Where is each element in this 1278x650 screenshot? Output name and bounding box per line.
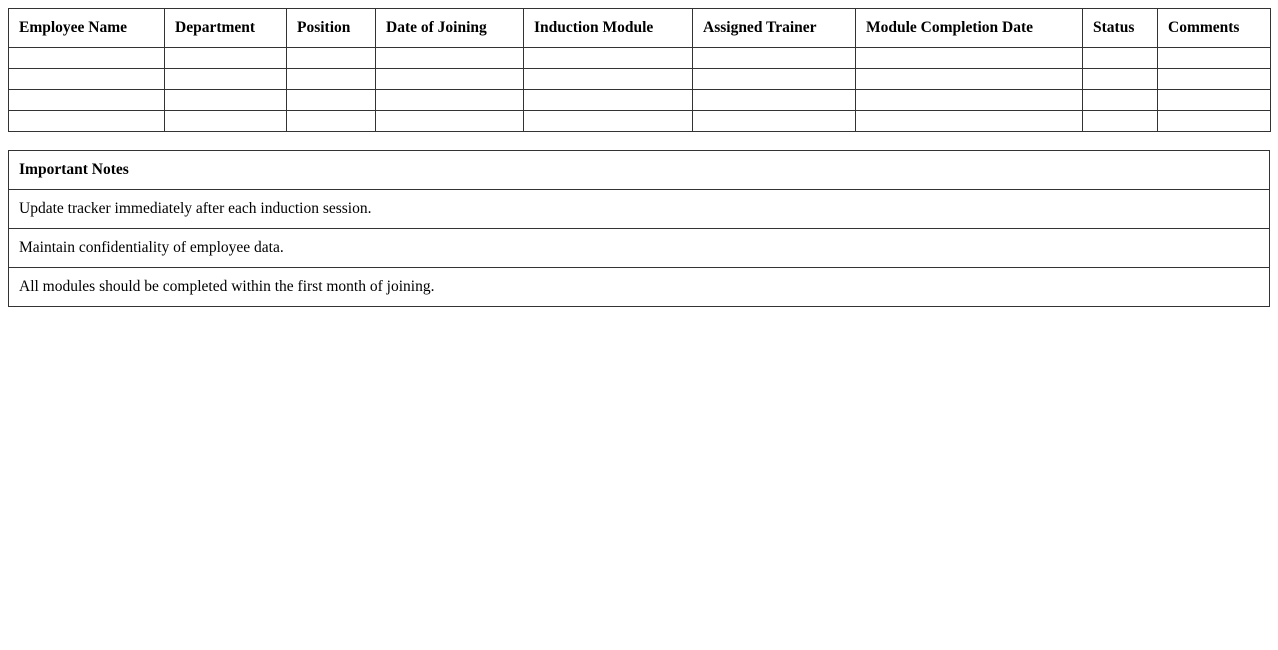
table-cell[interactable] bbox=[376, 111, 524, 132]
table-cell[interactable] bbox=[693, 90, 856, 111]
table-cell[interactable] bbox=[524, 48, 693, 69]
table-cell[interactable] bbox=[1158, 111, 1271, 132]
table-cell[interactable] bbox=[9, 48, 165, 69]
table-cell[interactable] bbox=[1083, 48, 1158, 69]
table-cell[interactable] bbox=[524, 90, 693, 111]
table-cell[interactable] bbox=[9, 90, 165, 111]
table-cell[interactable] bbox=[1083, 69, 1158, 90]
column-header-module-completion-date: Module Completion Date bbox=[856, 9, 1083, 48]
table-cell[interactable] bbox=[1083, 90, 1158, 111]
table-row bbox=[9, 111, 1271, 132]
table-cell[interactable] bbox=[1158, 90, 1271, 111]
table-cell[interactable] bbox=[165, 111, 287, 132]
table-cell[interactable] bbox=[287, 48, 376, 69]
table-cell[interactable] bbox=[856, 90, 1083, 111]
table-cell[interactable] bbox=[1158, 69, 1271, 90]
table-cell[interactable] bbox=[376, 90, 524, 111]
table-cell[interactable] bbox=[693, 48, 856, 69]
important-notes-table bbox=[8, 150, 1270, 307]
table-row bbox=[9, 90, 1271, 111]
notes-heading: Important Notes bbox=[9, 151, 1270, 190]
column-header-status: Status bbox=[1083, 9, 1158, 48]
table-cell[interactable] bbox=[524, 69, 693, 90]
note-row bbox=[9, 190, 1270, 229]
table-cell[interactable] bbox=[287, 90, 376, 111]
table-cell[interactable] bbox=[856, 69, 1083, 90]
table-cell[interactable] bbox=[165, 48, 287, 69]
table-cell[interactable] bbox=[1158, 48, 1271, 69]
note-row bbox=[9, 229, 1270, 268]
table-cell[interactable] bbox=[9, 111, 165, 132]
table-cell[interactable] bbox=[856, 48, 1083, 69]
table-cell[interactable] bbox=[165, 90, 287, 111]
column-header-position: Position bbox=[287, 9, 376, 48]
column-header-employee-name: Employee Name bbox=[9, 9, 165, 48]
column-header-induction-module: Induction Module bbox=[524, 9, 693, 48]
note-row bbox=[9, 268, 1270, 307]
table-row bbox=[9, 69, 1271, 90]
column-header-assigned-trainer: Assigned Trainer bbox=[693, 9, 856, 48]
note-item: All modules should be completed within the first month of joining. bbox=[9, 268, 1270, 307]
induction-tracker-table bbox=[8, 8, 1271, 132]
table-cell[interactable] bbox=[376, 48, 524, 69]
table-cell[interactable] bbox=[693, 69, 856, 90]
table-cell[interactable] bbox=[165, 69, 287, 90]
notes-header-row bbox=[9, 151, 1270, 190]
table-cell[interactable] bbox=[287, 111, 376, 132]
table-cell[interactable] bbox=[287, 69, 376, 90]
table-cell[interactable] bbox=[693, 111, 856, 132]
table-cell[interactable] bbox=[9, 69, 165, 90]
note-item: Update tracker immediately after each induction session. bbox=[9, 190, 1270, 229]
column-header-comments: Comments bbox=[1158, 9, 1271, 48]
column-header-date-of-joining: Date of Joining bbox=[376, 9, 524, 48]
note-item: Maintain confidentiality of employee data. bbox=[9, 229, 1270, 268]
table-cell[interactable] bbox=[856, 111, 1083, 132]
table-header-row bbox=[9, 9, 1271, 48]
table-cell[interactable] bbox=[1083, 111, 1158, 132]
column-header-department: Department bbox=[165, 9, 287, 48]
table-cell[interactable] bbox=[524, 111, 693, 132]
table-cell[interactable] bbox=[376, 69, 524, 90]
table-row bbox=[9, 48, 1271, 69]
